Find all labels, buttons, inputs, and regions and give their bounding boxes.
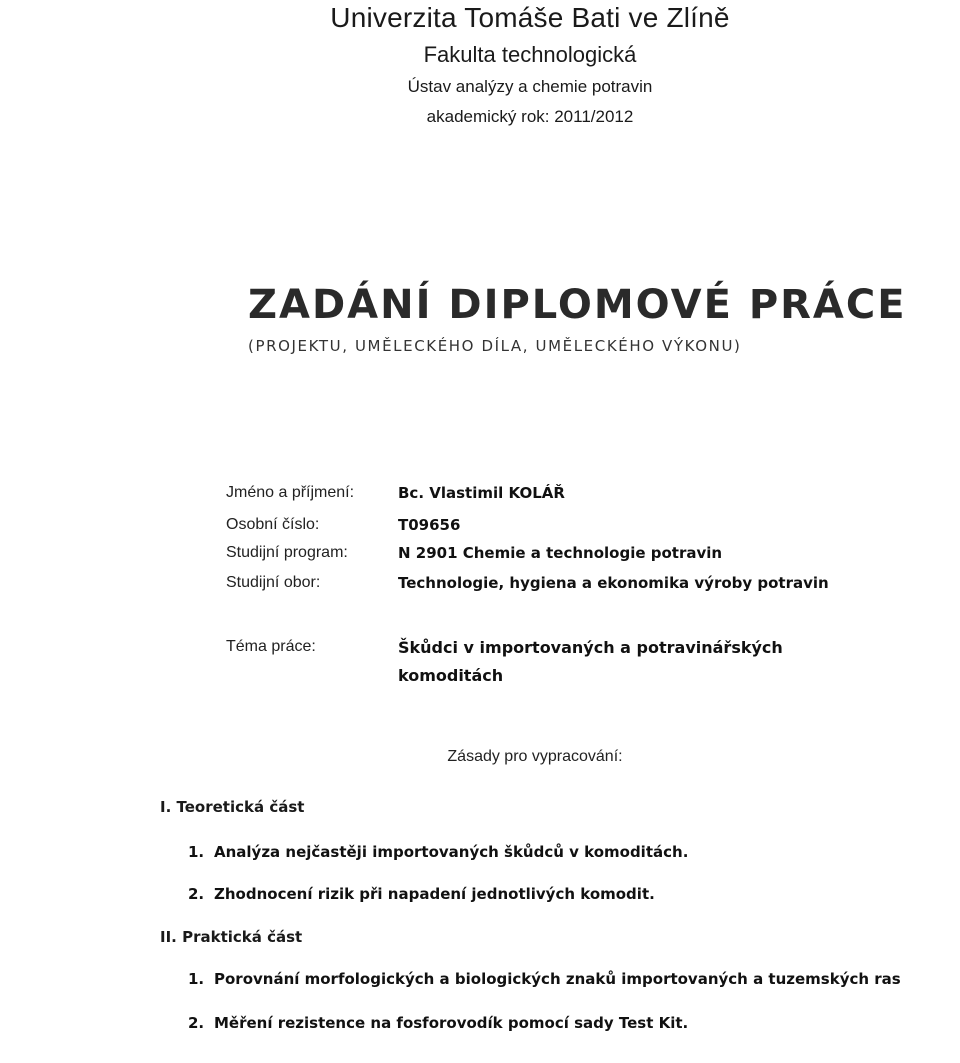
academic-year: akademický rok: 2011/2012 bbox=[426, 107, 634, 126]
item-number: 1. bbox=[188, 970, 205, 988]
field-value: Technologie, hygiena a ekonomika výroby potravin bbox=[398, 574, 829, 592]
item-number: 2. bbox=[188, 1014, 205, 1032]
list-item bbox=[188, 885, 655, 903]
section-heading-theory: I. Teoretická část bbox=[160, 798, 305, 816]
program-value: N 2901 Chemie a technologie potravin bbox=[398, 544, 723, 562]
section-heading-practice: II. Praktická část bbox=[160, 928, 303, 946]
list-item bbox=[188, 970, 901, 988]
id-value: T09656 bbox=[398, 516, 461, 534]
item-text: Zhodnocení rizik při napadení jednotlivých komodit. bbox=[214, 885, 655, 903]
item-text: Porovnání morfologických a biologických znaků importovaných a tuzemských ras bbox=[214, 970, 901, 988]
item-number: 1. bbox=[188, 843, 205, 861]
university-name: Univerzita Tomáše Bati ve Zlíně bbox=[330, 2, 730, 33]
item-text: Měření rezistence na fosforovodík pomocí sady Test Kit. bbox=[214, 1014, 689, 1032]
program-label: Studijní program: bbox=[226, 544, 348, 561]
topic-value: Škůdci v importovaných a potravinářských komoditách bbox=[398, 638, 783, 685]
institute-name: Ústav analýzy a chemie potravin bbox=[407, 77, 653, 96]
document-title: ZADÁNÍ DIPLOMOVÉ PRÁCE bbox=[248, 282, 907, 328]
principles-heading: Zásady pro vypracování: bbox=[447, 748, 623, 765]
item-number: 2. bbox=[188, 885, 205, 903]
name-label: Jméno a příjmení: bbox=[226, 484, 355, 501]
list-item bbox=[188, 1014, 688, 1032]
id-label: Osobní číslo: bbox=[226, 516, 320, 533]
list-item bbox=[188, 843, 688, 861]
field-label: Studijní obor: bbox=[226, 574, 321, 591]
item-text: Analýza nejčastěji importovaných škůdců v komoditách. bbox=[214, 843, 689, 861]
faculty-name: Fakulta technologická bbox=[423, 42, 637, 67]
document-subtitle: (PROJEKTU, UMĚLECKÉHO DÍLA, UMĚLECKÉHO VÝKONU) bbox=[248, 337, 742, 355]
topic-label: Téma práce: bbox=[226, 638, 316, 655]
name-value: Bc. Vlastimil KOLÁŘ bbox=[398, 484, 565, 502]
